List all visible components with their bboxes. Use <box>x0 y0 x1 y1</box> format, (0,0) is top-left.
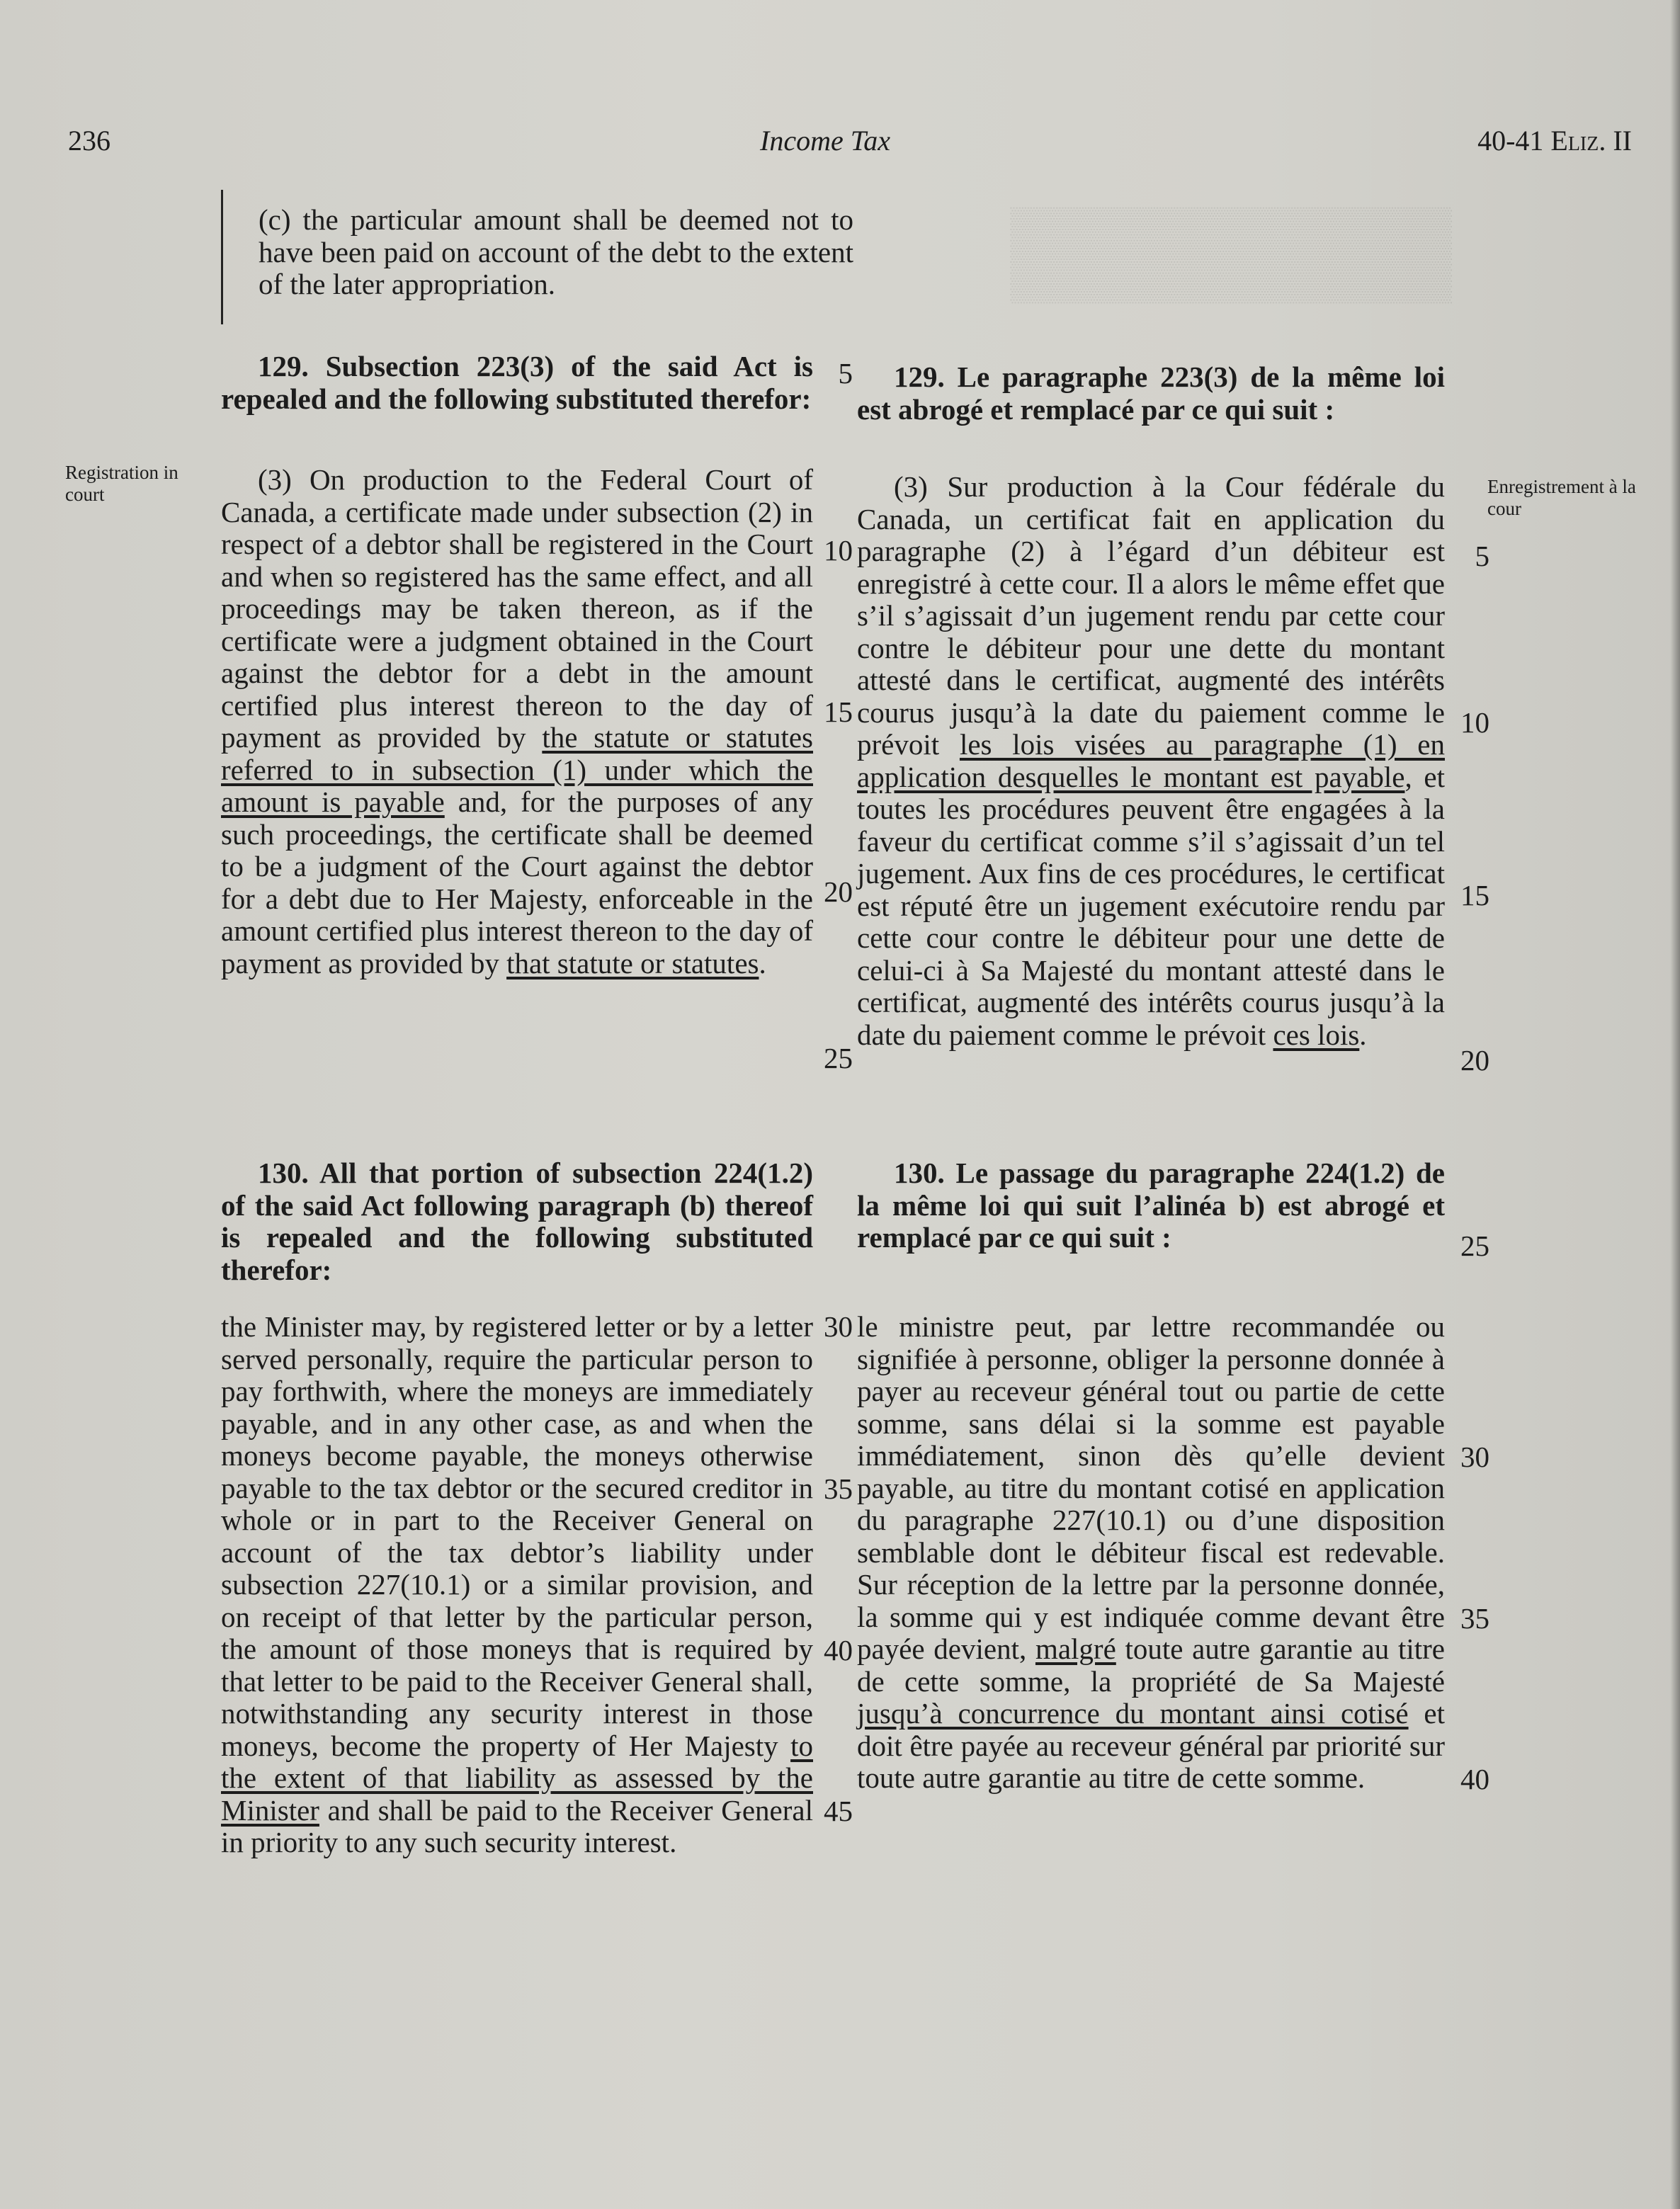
line-number-mid: 15 <box>824 695 853 728</box>
line-number-right: 30 <box>1460 1441 1489 1473</box>
bleed-through-shadow: ▒▒▒▒▒▒▒▒▒▒▒▒▒▒▒▒▒▒▒▒▒▒ ▒▒▒▒▒▒▒▒▒▒▒▒▒▒▒▒▒▒▒▒▒▒ ▒▒▒▒▒▒▒▒▒▒▒▒▒▒▒▒▒▒▒▒▒▒ <box>1010 205 1452 302</box>
margin-note-registration-fr: Enregistrement à la cour <box>1487 476 1636 519</box>
fr-heading-130: 130. Le passage du paragraphe 224(1.2) de la même loi qui suit l’alinéa b) est abrogé et remplacé par ce qui suit : <box>857 1157 1445 1254</box>
line-number-mid: 45 <box>824 1795 853 1827</box>
running-title: Income Tax <box>760 125 891 157</box>
en-heading-129: 129. Subsection 223(3) of the said Act is repealed and the following substituted therefor: <box>221 350 813 415</box>
line-number-right: 10 <box>1460 706 1489 739</box>
change-bar <box>221 190 223 324</box>
en-paragraph-c: (c) the particular amount shall be deemed not to have been paid on account of the debt to the extent of the later appropriation. <box>259 203 853 300</box>
page-number: 236 <box>68 125 110 157</box>
fr-body-130: le ministre peut, par lettre recommandée ou signifiée à personne, obliger la personne donnée à payer au receveur général tout ou partie de cette somme, sans délai si la somme est payable immédiatement, sinon dès qu’elle devient payable, au titre du montant cotisé en application du paragraphe 227(10.1) ou d’une disposition semblable dont le débiteur fiscal est redevable. Sur réception de la lettre par la personne donnée, la somme qui y est indiquée comme devant être payée devient, malgré toute autre garantie au titre de cette somme, la propriété de Sa Majesté jusqu’à concurrence du montant ainsi cotisé et doit être payée au receveur général par priorité sur toute autre garantie au titre de cette somme. <box>857 1310 1445 1794</box>
line-number-right: 20 <box>1460 1044 1489 1077</box>
line-number-mid: 10 <box>824 534 853 567</box>
line-number-right: 35 <box>1460 1602 1489 1635</box>
line-number-mid: 5 <box>838 357 853 390</box>
line-number-right: 5 <box>1475 540 1489 572</box>
page-edge-shadow <box>1670 0 1680 2209</box>
en-heading-130: 130. All that portion of subsection 224(1.2) of the said Act following paragraph (b) thereof is repealed and the following substituted therefor: <box>221 1157 813 1286</box>
line-number-right: 25 <box>1460 1230 1489 1262</box>
line-number-right: 40 <box>1460 1763 1489 1795</box>
line-number-mid: 40 <box>824 1634 853 1666</box>
fr-subsection-3: (3) Sur production à la Cour fédérale du Canada, un certificat fait en application du paragraphe (2) à l’égard d’un débiteur est enregistré à cette cour. Il a alors le même effet que s’il s’agissait d’un jugement rendu par cette cour contre le débiteur pour une dette du montant attesté dans le certificat, augmenté des intérêts courus jusqu’à la date du paiement comme le prévoit les lois visées au paragraphe (1) en application desquelles le montant est payable, et toutes les procédures peuvent être engagées à la faveur du certificat comme s’il s’agissait d’un tel jugement. Aux fins de ces procédures, le certificat est réputé être un jugement exécutoire rendu par cette cour contre le débiteur pour une dette de celui-ci à Sa Majesté du montant attesté dans le certificat, augmenté des intérêts courus jusqu’à la date du paiement comme le prévoit ces lois. <box>857 470 1445 1051</box>
line-number-mid: 25 <box>824 1042 853 1074</box>
session-reference: 40-41 Eliz. II <box>1477 125 1632 157</box>
en-body-130: the Minister may, by registered letter or by a letter served personally, require the particular person to pay forthwith, where the moneys are immediately payable, and in any other case, as and when the moneys become payable, the moneys otherwise payable to the tax debtor or the secured creditor in whole or in part to the Receiver General on account of the tax debtor’s liability under subsection 227(10.1) or a similar provision, and on receipt of that letter by the particular person, the amount of those moneys that is required by that letter to be paid to the Receiver General shall, notwithstanding any security interest in those moneys, become the property of Her Majesty to the extent of that liability as assessed by the Minister and shall be paid to the Receiver General in priority to any such security interest. <box>221 1310 813 1858</box>
margin-note-registration-en: Registration in court <box>65 462 178 505</box>
fr-heading-129: 129. Le paragraphe 223(3) de la même loi est abrogé et remplacé par ce qui suit : <box>857 360 1445 426</box>
line-number-mid: 30 <box>824 1310 853 1343</box>
line-number-mid: 35 <box>824 1472 853 1505</box>
line-number-right: 15 <box>1460 879 1489 912</box>
line-number-mid: 20 <box>824 875 853 908</box>
en-subsection-3: (3) On production to the Federal Court of Canada, a certificate made under subsection (2) in respect of a debtor shall be registered in the Court and when so registered has the same effect, and all proceedings may be taken thereon, as if the certificate were a judgment obtained in the Court against the debtor for a debt in the amount certified plus interest thereon to the day of payment as provided by the statute or statutes referred to in subsection (1) under which the amount is payable and, for the purposes of any such proceedings, the certificate shall be deemed to be a judgment of the Court against the debtor for a debt due to Her Majesty, enforceable in the amount certified plus interest thereon to the day of payment as provided by that statute or statutes. <box>221 463 814 979</box>
